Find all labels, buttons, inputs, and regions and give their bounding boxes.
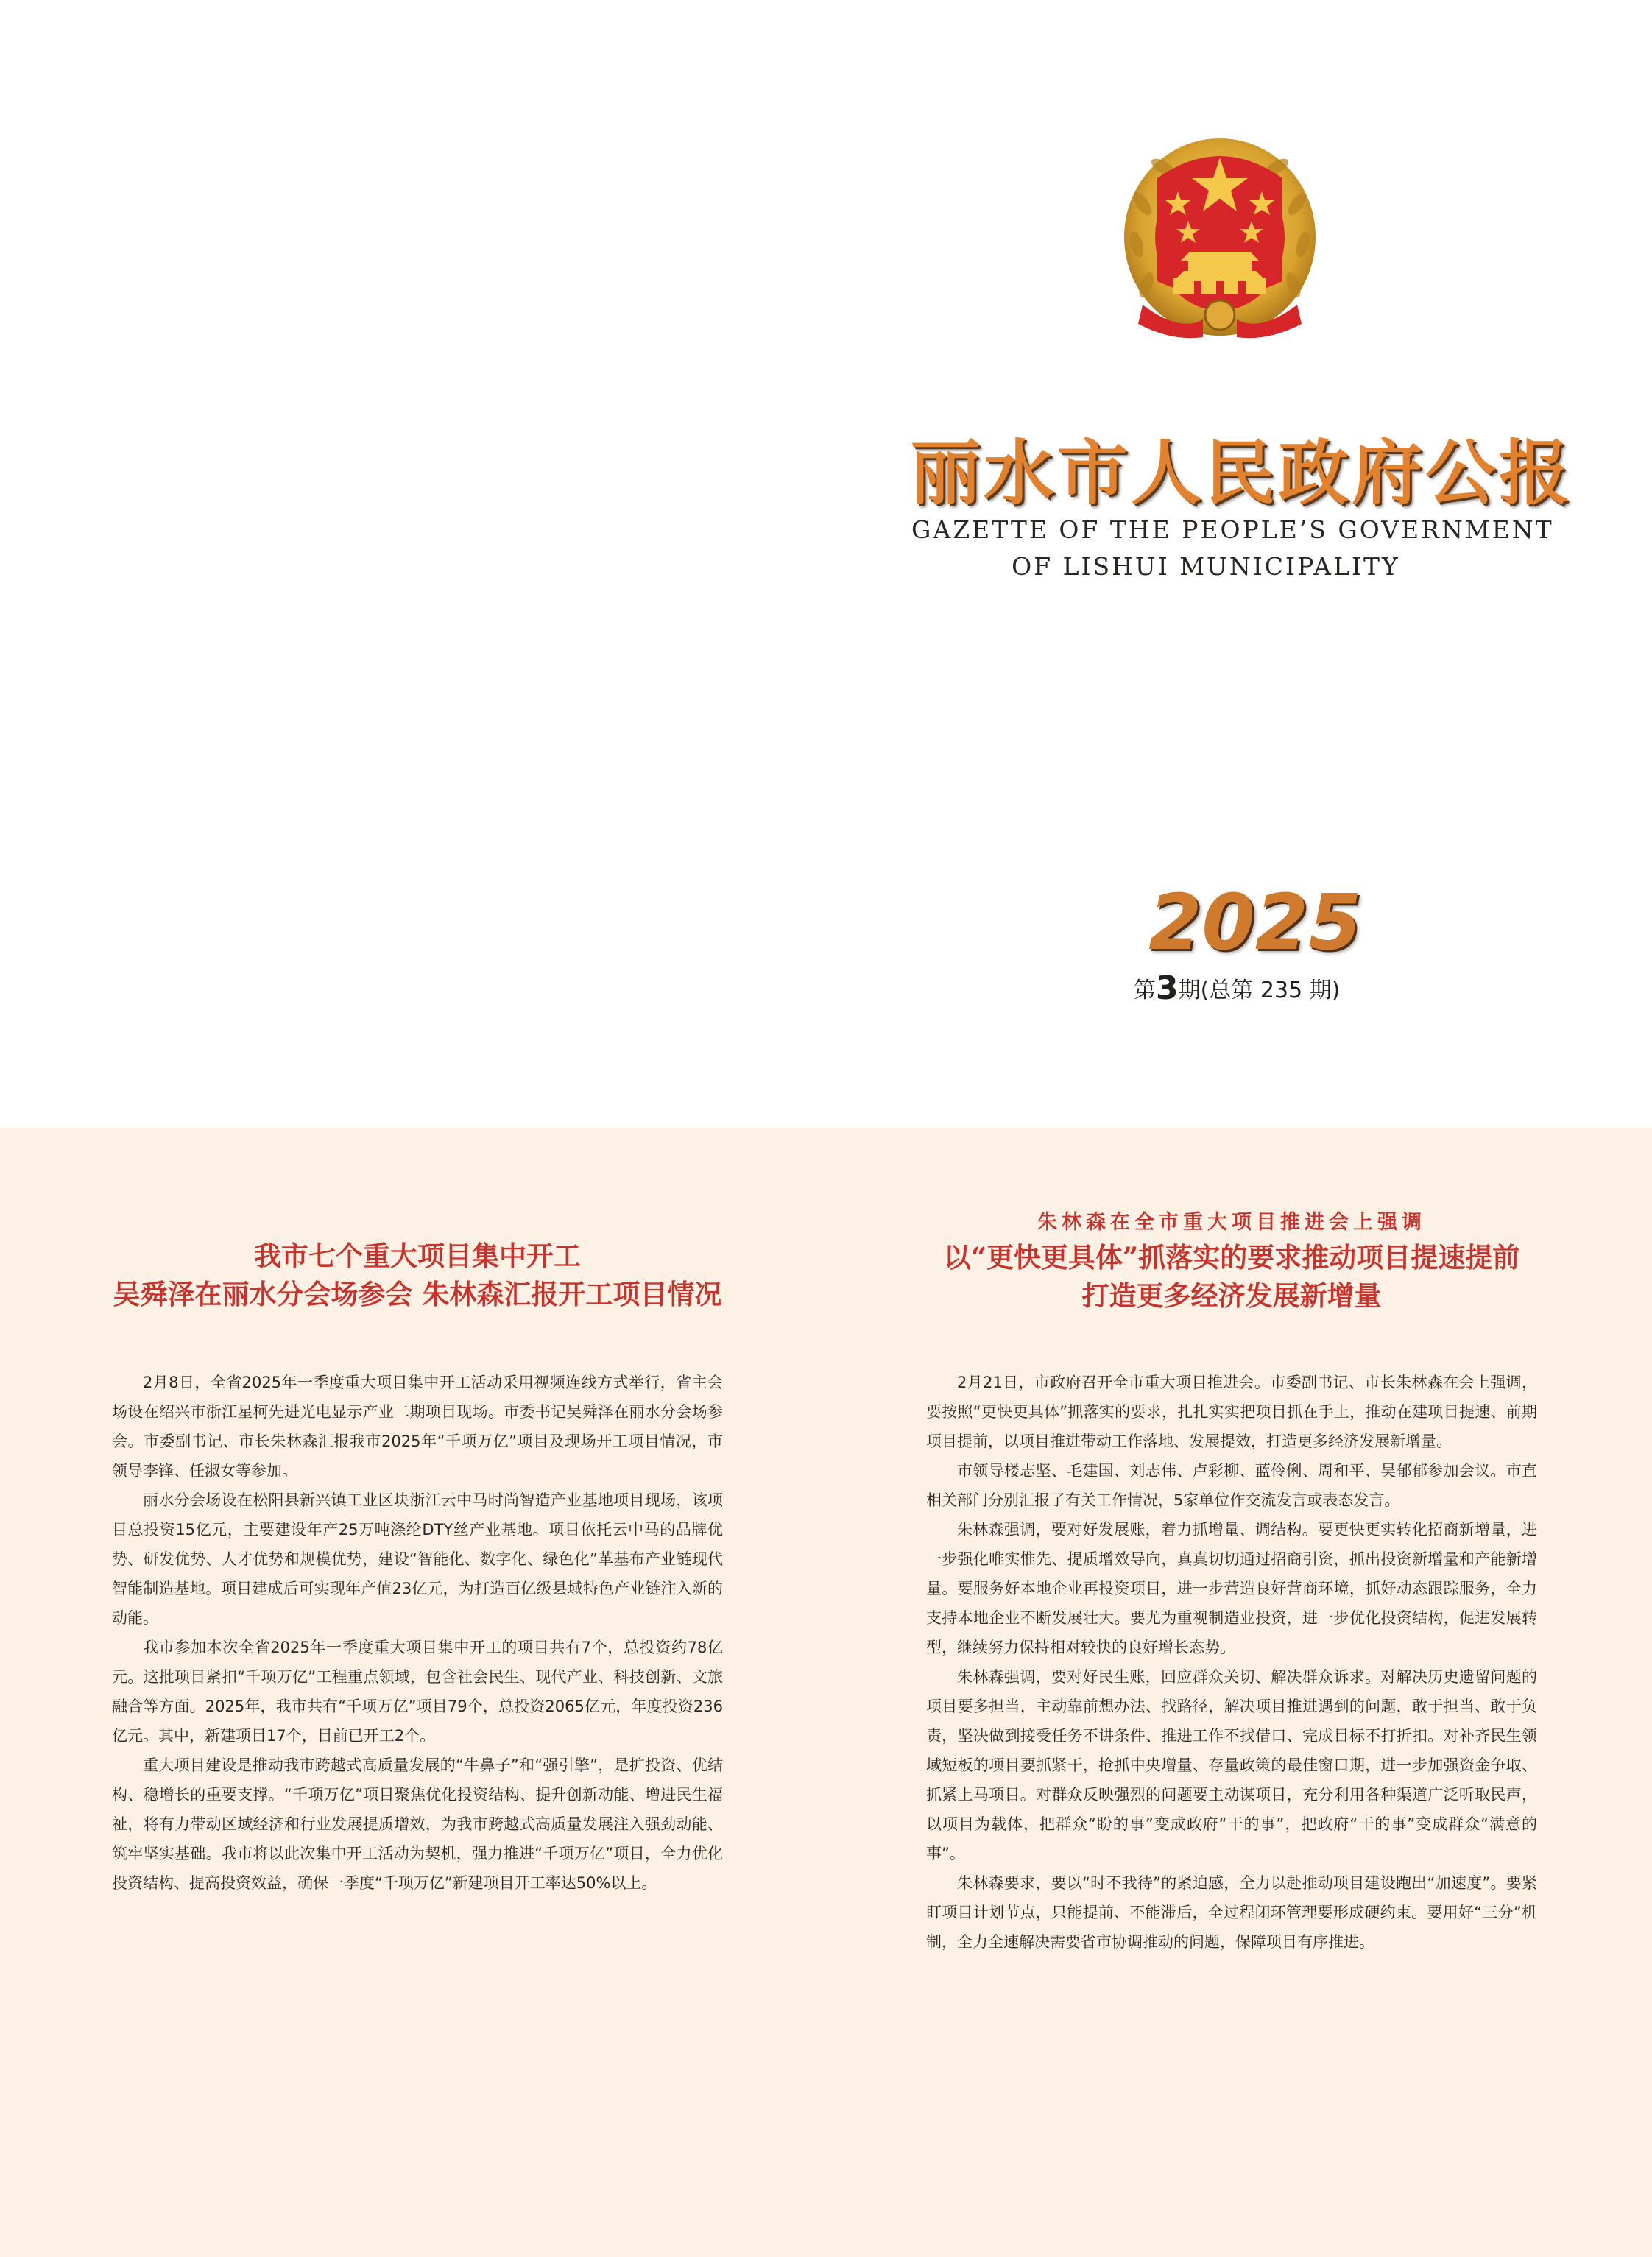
right-paragraph-4: 朱林森强调，要对好民生账，回应群众关切、解决群众诉求。对解决历史遗留问题的项目要多担当，主动靠前想办法、找路径，解决项目推进遇到的问题，敢于担当、敢于负责，坚决做到接受任务不讲条件、推进工作不找借口、完成目标不打折扣。对补齐民生领域短板的项目要抓紧干，抢抓中央增量、存量政策的最佳窗口期，进一步加强资金争取、抓紧上马项目。对群众反映强烈的问题要主动谋项目，充分利用各种渠道广泛听取民声，以项目为载体，把群众“盼的事”变成政府“干的事”，把政府“干的事”变成群众“满意的事”。 bbox=[926, 1668, 1537, 1862]
gazette-title-en-line2: OF LISHUI MUNICIPALITY bbox=[1012, 552, 1400, 581]
right-paragraph-5: 朱林森要求，要以“时不我待”的紧迫感，全力以赴推动项目建设跑出“加速度”。要紧盯项目计划节点，只能提前、不能滞后，全过程闭环管理要形成硬约束。要用好“三分”机制，全力全速解决需要省市协调推动的问题，保障项目有序推进。 bbox=[926, 1874, 1537, 1951]
left-paragraph-1: 2月8日，全省2025年一季度重大项目集中开工活动采用视频连线方式举行，省主会场设在绍兴市浙江星柯先进光电显示产业二期项目现场。市委书记吴舜泽在丽水分会场参会。市委副书记、市长朱林森汇报我市2025年“千项万亿”项目及现场开工项目情况，市领导李锋、任淑女等参加。 bbox=[112, 1374, 723, 1480]
right-paragraph-2: 市领导楼志坚、毛建国、刘志伟、卢彩柳、蓝伶俐、周和平、吴郁郁参加会议。市直相关部门分别汇报了有关工作情况，5家单位作交流发言或表态发言。 bbox=[926, 1462, 1537, 1509]
left-paragraph-2: 丽水分会场设在松阳县新兴镇工业区块浙江云中马时尚智造产业基地项目现场，该项目总投资15亿元，主要建设年产25万吨涤纶DTY丝产业基地。项目依托云中马的品牌优势、研发优势、人才优势和规模优势，建设“智能化、数字化、绿色化”革基布产业链现代智能制造基地。项目建成后可实现年产值23亿元，为打造百亿级县域特色产业链注入新的动能。 bbox=[112, 1491, 723, 1627]
left-paragraph-4: 重大项目建设是推动我市跨越式高质量发展的“牛鼻子”和“强引擎”，是扩投资、优结构、稳增长的重要支撑。“千项万亿”项目聚焦优化投资结构、提升创新动能、增进民生福祉，将有力带动区域经济和行业发展提质增效，为我市跨越式高质量发展注入强劲动能、筑牢坚实基础。我市将以此次集中开工活动为契机，强力推进“千项万亿”项目，全力优化投资结构、提高投资效益，确保一季度“千项万亿”新建项目开工率达50%以上。 bbox=[112, 1756, 723, 1892]
issue-prefix: 第 bbox=[1134, 978, 1156, 1003]
national-emblem-icon bbox=[1120, 134, 1319, 345]
left-article-body bbox=[112, 1368, 723, 1898]
news-section bbox=[0, 1128, 1652, 2257]
issue-number: 3 bbox=[1156, 969, 1179, 1007]
gazette-title-en-line1: GAZETTE OF THE PEOPLE’S GOVERNMENT bbox=[911, 515, 1554, 544]
right-paragraph-1: 2月21日，市政府召开全市重大项目推进会。市委副书记、市长朱林森在会上强调，要按照“更快更具体”抓落实的要求，扎扎实实把项目抓在手上，推动在建项目提速、前期项目提前，以项目推进带动工作落地、发展提效，打造更多经济发展新增量。 bbox=[926, 1374, 1537, 1450]
issue-number-line bbox=[1134, 970, 1340, 1007]
left-paragraph-3: 我市参加本次全省2025年一季度重大项目集中开工的项目共有7个，总投资约78亿元。这批项目紧扣“千项万亿”工程重点领域，包含社会民生、现代产业、科技创新、文旅融合等方面。2025年，我市共有“千项万亿”项目79个，总投资2065亿元，年度投资236亿元。其中，新建项目17个，目前已开工2个。 bbox=[112, 1639, 723, 1745]
issue-year: 2025 bbox=[1148, 877, 1362, 967]
gazette-title-cn: 丽水市人民政府公报 bbox=[910, 431, 1572, 515]
right-kicker: 朱林森在全市重大项目推进会上强调 bbox=[1037, 1211, 1426, 1234]
right-paragraph-3: 朱林森强调，要对好发展账，着力抓增量、调结构。要更快更实转化招商新增量，进一步强化唯实惟先、提质增效导向，真真切切通过招商引资，抓出投资新增量和产能新增量。要服务好本地企业再投资项目，进一步营造良好营商环境，抓好动态跟踪服务，全力支持本地企业不断发展壮大。要尤为重视制造业投资，进一步优化投资结构，促进发展转型，继续努力保持相对较快的良好增长态势。 bbox=[926, 1521, 1537, 1656]
right-article-body bbox=[926, 1368, 1537, 1957]
left-headline-line1: 我市七个重大项目集中开工 bbox=[254, 1240, 581, 1272]
right-headline-line2: 打造更多经济发展新增量 bbox=[1081, 1279, 1382, 1312]
left-headline-line2: 吴舜泽在丽水分会场参会 朱林森汇报开工项目情况 bbox=[113, 1278, 722, 1310]
issue-suffix: 期(总第 235 期) bbox=[1178, 978, 1341, 1003]
right-headline-line1: 以“更快更具体”抓落实的要求推动项目提速提前 bbox=[943, 1241, 1520, 1274]
